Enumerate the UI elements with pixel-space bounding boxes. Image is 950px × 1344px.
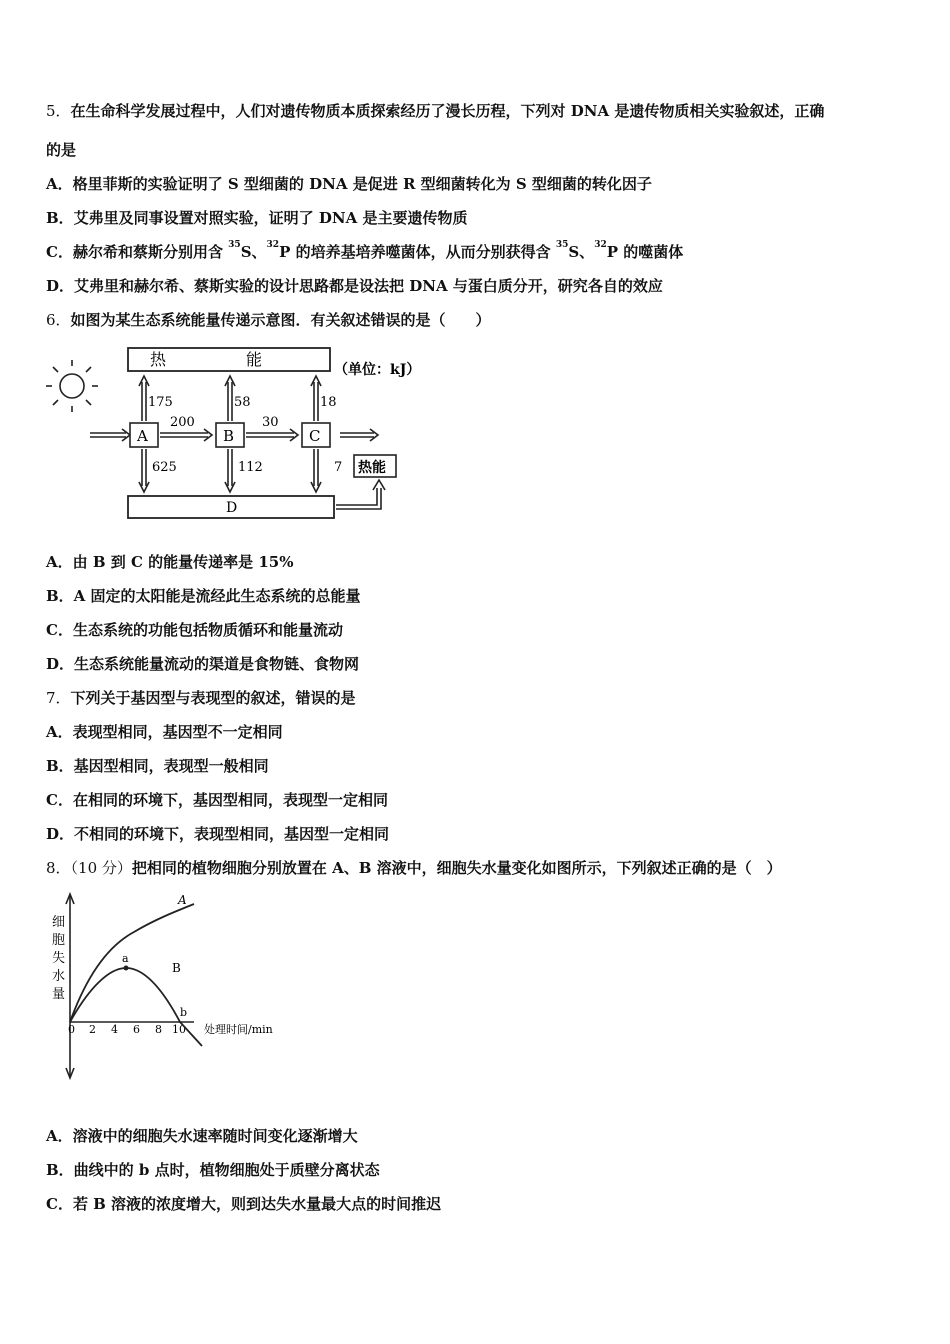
node-a-label: A [137, 427, 148, 445]
x-axis-label: 处理时间/min [204, 1023, 273, 1036]
q7-option-c: C．在相同的环境下，基因型相同，表现型一定相同 [46, 791, 388, 809]
x-tick-8: 8 [155, 1023, 162, 1036]
x-tick-4: 4 [111, 1023, 118, 1036]
label-b-to-c: 30 [262, 415, 279, 430]
unit-label: （单位：kJ） [334, 362, 421, 378]
q5-stem-line2: 的是 [46, 141, 77, 159]
q5-number: 5． [46, 102, 71, 120]
q8-number: 8． [46, 859, 71, 877]
q8-score: （10 分） [70, 859, 132, 877]
q8-option-c: C．若 B 溶液的浓度增大，则到达失水量最大点的时间推迟 [46, 1195, 442, 1213]
q8-option-a: A．溶液中的细胞失水速率随时间变化逐渐增大 [46, 1127, 358, 1145]
q5-option-a: A．格里菲斯的实验证明了 S 型细菌的 DNA 是促进 R 型细菌转化为 S 型细菌的转化因子 [46, 175, 652, 193]
q5-stem-text: 在生命科学发展过程中，人们对遗传物质本质探索经历了漫长历程，下列对 DNA 是遗传物质相关实验叙述，正确 [70, 102, 825, 120]
label-b-down: 112 [238, 460, 263, 475]
q6-option-b: B．A 固定的太阳能是流经此生态系统的总能量 [46, 587, 361, 605]
q6-stem-text: 如图为某生态系统能量传递示意图．有关叙述错误的是（ ） [70, 311, 491, 329]
q6-number: 6． [46, 311, 71, 329]
water-loss-graph [44, 888, 294, 1088]
curve-a-label: A [178, 893, 187, 907]
heat-bar-top-label: 热 能 [150, 350, 263, 369]
label-c-down: 7 [334, 460, 343, 475]
point-a-label: a [122, 952, 129, 965]
q6-option-d: D．生态系统能量流动的渠道是食物链、食物网 [46, 655, 360, 673]
q6-stem [46, 310, 491, 330]
y-label-char-4: 水 [52, 969, 66, 984]
q7-option-a: A．表现型相同，基因型不一定相同 [46, 723, 283, 741]
q7-stem-text: 下列关于基因型与表现型的叙述，错误的是 [70, 689, 356, 707]
q5-option-d: D．艾弗里和赫尔希、蔡斯实验的设计思路都是设法把 DNA 与蛋白质分开，研究各自的效应 [46, 277, 663, 295]
sun-icon [46, 360, 98, 412]
label-c-up: 18 [320, 395, 337, 410]
q5-c-sup3: 35 [555, 240, 569, 250]
node-c-label: C [309, 427, 321, 445]
curve-b-label: B [172, 961, 181, 975]
x-tick-6: 6 [133, 1023, 140, 1036]
q6-option-a: A．由 B 到 C 的能量传递率是 15% [46, 553, 294, 571]
x-tick-2: 2 [89, 1023, 96, 1036]
label-b-up: 58 [234, 395, 251, 410]
q5-c-end: P 的噬菌体 [606, 243, 684, 261]
q5-c-mid1: S、 [240, 243, 267, 261]
q7-stem [46, 688, 356, 708]
q5-c-sup4: 32 [594, 240, 607, 250]
y-label-char-3: 失 [52, 951, 66, 966]
q5-c-sup2: 32 [266, 240, 280, 250]
energy-flow-diagram [44, 340, 444, 530]
label-a-to-b: 200 [170, 415, 195, 430]
y-label-char-2: 胞 [52, 933, 66, 948]
q5-option-b: B．艾弗里及同事设置对照实验，证明了 DNA 是主要遗传物质 [46, 209, 468, 227]
label-a-down: 625 [152, 460, 177, 475]
q5-c-mid3: S、 [568, 243, 595, 261]
q8-option-b: B．曲线中的 b 点时，植物细胞处于质壁分离状态 [46, 1161, 380, 1179]
q7-option-d: D．不相同的环境下，表现型相同，基因型一定相同 [46, 825, 390, 843]
point-a-dot [124, 966, 129, 971]
q7-number: 7． [46, 689, 71, 707]
heat-box-label: 热能 [358, 460, 386, 476]
label-a-up: 175 [148, 395, 173, 410]
q5-option-c [46, 242, 683, 262]
q5-c-mid2: P 的培养基培养噬菌体，从而分别获得含 [279, 243, 556, 261]
x-tick-0: 0 [68, 1023, 75, 1036]
q7-option-b: B．基因型相同，表现型一般相同 [46, 757, 269, 775]
y-label-char-5: 量 [52, 987, 66, 1002]
q8-stem-text: 把相同的植物细胞分别放置在 A、B 溶液中，细胞失水量变化如图所示，下列叙述正确的是（ ） [131, 859, 782, 877]
decomposer-label: D [226, 500, 238, 516]
y-label-char-1: 细 [52, 915, 66, 930]
x-tick-10: 10 [172, 1023, 186, 1036]
q8-stem [46, 858, 782, 878]
point-b-label: b [180, 1006, 188, 1019]
node-b-label: B [223, 427, 235, 445]
q6-option-c: C．生态系统的功能包括物质循环和能量流动 [46, 621, 343, 639]
q5-c-sup1: 35 [228, 240, 241, 250]
q5-c-pre: C．赫尔希和蔡斯分别用含 [46, 243, 229, 261]
q5-stem-line1 [46, 101, 824, 121]
